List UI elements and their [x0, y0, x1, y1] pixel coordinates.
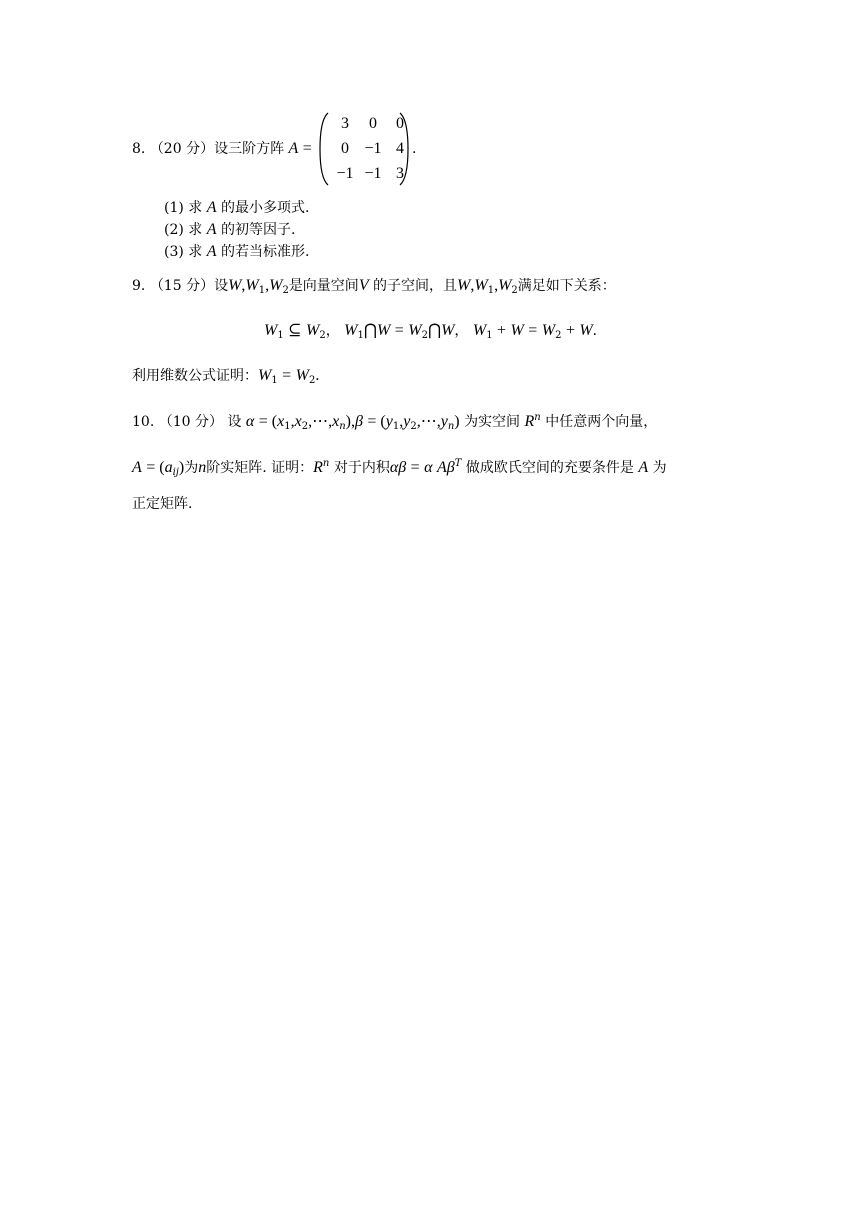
matrix-cell: 3: [341, 115, 349, 132]
q10-t4: 为: [184, 460, 199, 476]
q10-t2: 为实空间: [464, 414, 521, 430]
matrix-cell: 0: [341, 140, 349, 157]
w1: W: [474, 277, 488, 294]
w2: W: [408, 322, 422, 339]
matrix-cell: 0: [369, 115, 377, 132]
part-var: A: [206, 221, 217, 238]
w: W: [377, 322, 391, 339]
part-post: 的初等因子.: [220, 222, 296, 238]
part-post: 的若当标准形.: [220, 244, 310, 260]
part-number: (3): [164, 244, 184, 260]
r: R: [524, 413, 535, 430]
w: W: [441, 322, 455, 339]
q10-points: （10 分）: [158, 414, 223, 430]
period: .: [592, 322, 597, 339]
q8-part-2: [164, 220, 295, 240]
w2: W: [498, 277, 512, 294]
q10-t7: 做成欧氏空间的充要条件是: [465, 460, 634, 476]
a: A: [638, 459, 649, 476]
w: W: [579, 322, 593, 339]
q9-formula: $W_1$ ⊆ $W_2$， $W_1⋂W$ = $W_2⋂W$， $W_1 + W = W_2 + W$.: [264, 322, 597, 341]
matrix-cell: 4: [396, 140, 404, 157]
alpha: α: [424, 459, 433, 476]
q8-points: （20 分）: [149, 141, 215, 157]
part-pre: 求: [188, 200, 203, 216]
part-var: A: [206, 199, 217, 216]
part-var: A: [206, 243, 217, 260]
cap-symbol: ⋂: [363, 322, 377, 339]
q9-t4: 满足如下关系：: [517, 278, 616, 294]
q9-heading: 9. （15 分）设$W,W_1,W_2$是向量空间V 的子空间，且$W,W_1,W_2$满足如下关系：: [132, 277, 616, 296]
q9-proof: 利用维数公式证明：$W_1 = W_2$.: [132, 367, 320, 386]
plus-symbol: +: [497, 322, 507, 339]
matrix-cell: −1: [336, 165, 354, 182]
w2: W: [295, 367, 309, 384]
q10-t6: 对于内积: [333, 460, 390, 476]
q10-number: 10.: [132, 414, 155, 430]
eq-symbol: =: [528, 322, 538, 339]
a: A: [132, 459, 142, 476]
w: W: [457, 277, 471, 294]
part-pre: 求: [188, 222, 203, 238]
w2: W: [541, 322, 556, 339]
w: W: [510, 322, 524, 339]
alpha: α: [245, 413, 255, 430]
alpha: α: [389, 459, 399, 476]
right-paren-icon: [398, 112, 410, 186]
cap-symbol: ⋂: [427, 322, 442, 339]
q9-t2: 是向量空间: [288, 278, 359, 294]
n-sup: n: [322, 458, 330, 469]
q10-t5: 阶实矩阵. 证明：: [206, 460, 314, 476]
q8-part-1: [164, 198, 309, 218]
q9-t1: 设: [214, 278, 229, 294]
matrix-cell: 3: [396, 165, 404, 182]
q8-number: 8.: [132, 141, 146, 157]
part-post: 的最小多项式.: [220, 200, 310, 216]
part-number: (1): [164, 200, 184, 216]
q10-t8: 为: [652, 460, 667, 476]
q8-matrix: [318, 112, 412, 186]
comma: ，: [325, 323, 340, 339]
q8-part-3: [164, 242, 309, 262]
part-pre: 求: [188, 244, 203, 260]
eq-symbol: =: [394, 322, 404, 339]
a: A: [437, 459, 447, 476]
w1: W: [264, 322, 278, 339]
v: V: [358, 277, 369, 294]
w2: W: [306, 322, 320, 339]
n: n: [198, 459, 207, 476]
q8-heading: [132, 139, 312, 159]
q9-t3: 的子空间，且: [373, 278, 458, 294]
q9-points: （15 分）: [149, 278, 215, 294]
part-number: (2): [164, 222, 184, 238]
w1: W: [472, 322, 487, 339]
w1: W: [245, 277, 259, 294]
w1: W: [344, 322, 358, 339]
beta: β: [446, 459, 455, 476]
q10-t3: 中任意两个向量，: [545, 414, 658, 430]
t-sup: T: [454, 458, 462, 469]
matrix-cell: −1: [364, 140, 382, 157]
left-paren-icon: [318, 112, 330, 186]
q9-number: 9.: [132, 278, 146, 294]
comma: ，: [454, 323, 469, 339]
w1: W: [258, 367, 272, 384]
period: .: [315, 367, 320, 384]
q9-proof-text: 利用维数公式证明：: [132, 368, 258, 384]
matrix-cell: 0: [396, 115, 404, 132]
q10-t1: 设: [227, 414, 242, 430]
q10-line-1: 10. （10 分） 设 $\alpha = (x_1,x_2,\cdots,x_n),\beta$ = $(y_1,y_2,\cdots,y_n)$ 为实空间 $R^n$ 中任意两个向量，: [132, 412, 658, 432]
q10-line-2: $A = (a_{ij})$为n阶实矩阵. 证明：$R^n$ 对于内积αβ = α $A\beta^T$ 做成欧氏空间的充要条件是 A 为: [132, 458, 667, 478]
q10-line-3: [132, 494, 192, 514]
q8-intro: 设三阶方阵: [214, 141, 285, 157]
q8-eq: =: [302, 140, 312, 157]
beta: β: [398, 459, 407, 476]
q10-t9: 正定矩阵.: [132, 496, 193, 512]
q8-end: .: [412, 141, 417, 157]
subset-symbol: ⊆: [288, 322, 302, 339]
n-sup: n: [534, 412, 541, 423]
w: W: [228, 277, 242, 294]
eq-symbol: =: [282, 367, 292, 384]
q8-matrix-name: A: [288, 140, 299, 157]
matrix-cell: −1: [364, 165, 382, 182]
w2: W: [269, 277, 283, 294]
r: R: [313, 459, 323, 476]
beta: β: [354, 413, 363, 430]
plus-symbol: +: [565, 322, 575, 339]
